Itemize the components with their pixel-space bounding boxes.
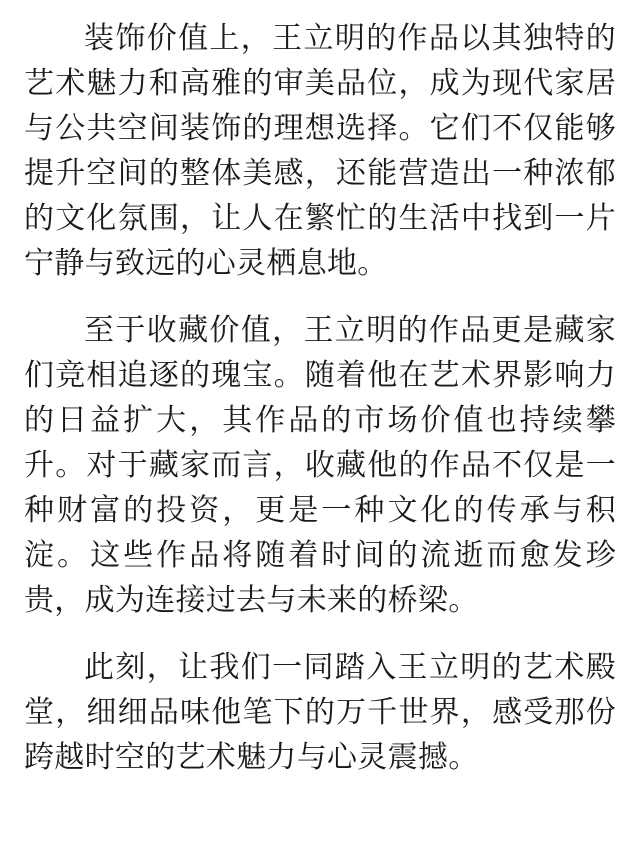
paragraph-closing: 此刻，让我们一同踏入王立明的艺术殿堂，细细品味他笔下的万千世界，感受那份跨越时空的艺术魅力与心灵震撼。: [24, 650, 616, 775]
paragraph-decorative-value: 装饰价值上，王立明的作品以其独特的艺术魅力和高雅的审美品位，成为现代家居与公共空间装饰的理想选择。它们不仅能够提升空间的整体美感，还能营造出一种浓郁的文化氛围，让人在繁忙的生活中找到一片宁静与致远的心灵栖息地。: [24, 21, 616, 281]
paragraph-collection-value: 至于收藏价值，王立明的作品更是藏家们竞相追逐的瑰宝。随着他在艺术界影响力的日益扩大，其作品的市场价值也持续攀升。对于藏家而言，收藏他的作品不仅是一种财富的投资，更是一种文化的传承与积淀。这些作品将随着时间的流逝而愈发珍贵，成为连接过去与未来的桥梁。: [24, 313, 616, 618]
